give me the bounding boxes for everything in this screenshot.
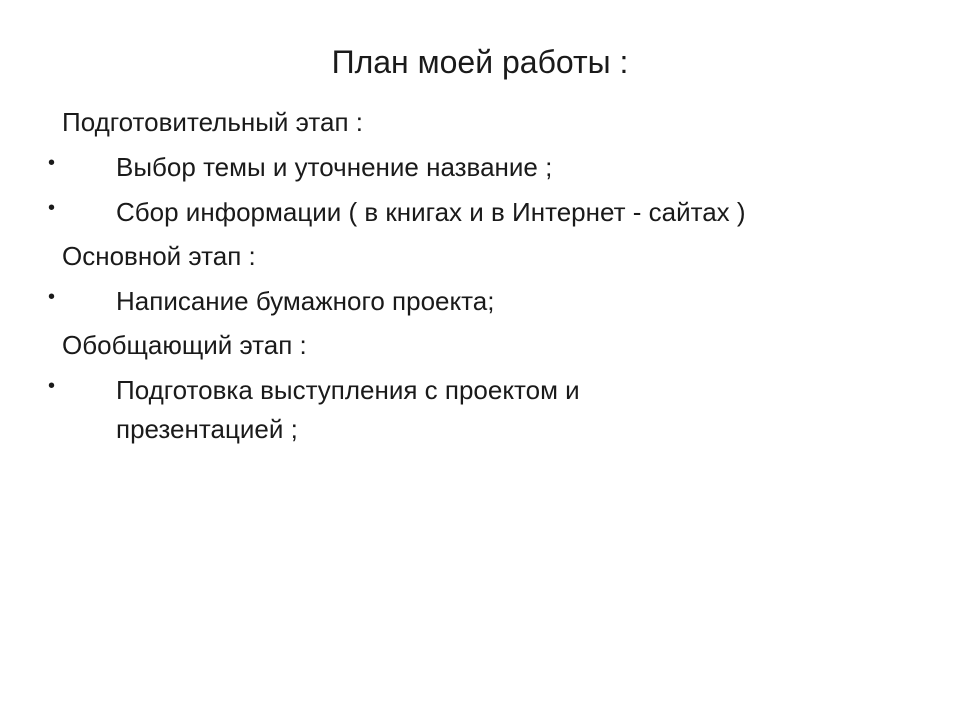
list-item: Написание бумажного проекта; <box>116 286 495 316</box>
list-item: Подготовка выступления с проектом и <box>116 375 580 405</box>
bullet-icon: • <box>48 197 56 219</box>
bullet-icon: • <box>48 286 56 308</box>
bullet-icon: • <box>48 152 56 174</box>
bullet-icon: • <box>48 375 56 397</box>
stage-heading-preparatory: Подготовительный этап : <box>62 107 363 137</box>
stage-heading-main: Основной этап : <box>62 241 256 271</box>
slide-title: План моей работы : <box>331 44 629 80</box>
list-item: Сбор информации ( в книгах и в Интернет - сайтах ) <box>116 197 746 227</box>
list-item-continuation: презентацией ; <box>116 414 298 444</box>
list-item: Выбор темы и уточнение название ; <box>116 152 553 182</box>
stage-heading-summarizing: Обобщающий этап : <box>62 330 307 360</box>
